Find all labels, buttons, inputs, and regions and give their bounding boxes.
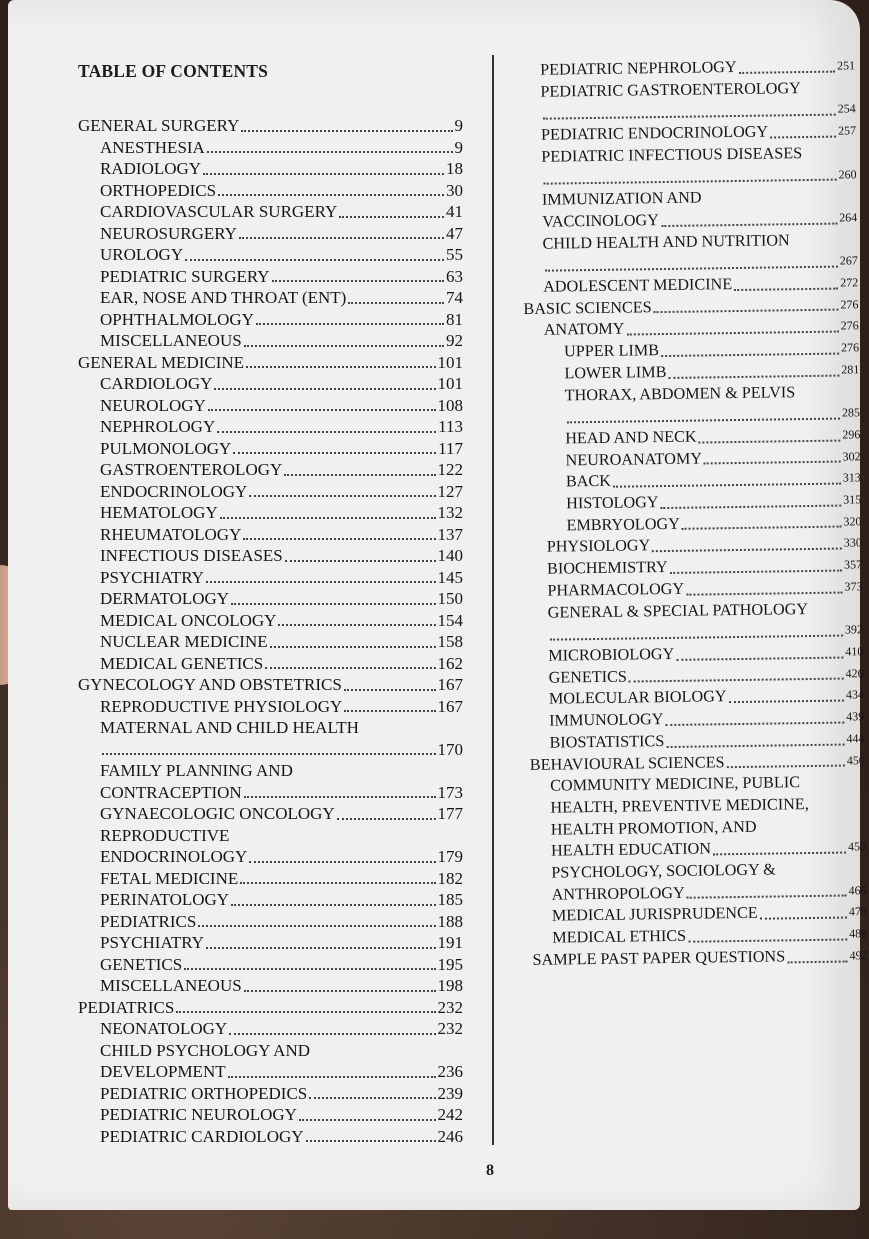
toc-entry-title: BACK: [565, 472, 611, 491]
toc-entry: [78, 115, 463, 137]
toc-entry-page: 260: [838, 166, 857, 182]
toc-entry: [78, 653, 463, 675]
toc-leader-dots: [729, 700, 844, 704]
column-divider: [492, 55, 494, 1145]
toc-entry-title: PEDIATRIC GASTROENTEROLOGY: [540, 78, 801, 101]
toc-entry: [78, 330, 463, 352]
toc-entry-title: MOLECULAR BIOLOGY: [548, 687, 727, 709]
toc-leader-dots: [265, 667, 435, 669]
toc-entry-title: RADIOLOGY: [100, 159, 202, 178]
toc-entry: [78, 309, 463, 331]
toc-entry-title: PEDIATRICS: [78, 997, 175, 1017]
toc-entry-page: 170: [437, 739, 463, 759]
toc-leader-dots: [545, 266, 838, 272]
toc-leader-dots: [654, 309, 839, 314]
toc-entry-page: 137: [437, 524, 463, 544]
toc-leader-dots: [207, 151, 453, 153]
toc-entry-page: 466: [848, 882, 867, 898]
toc-entry-title: NEPHROLOGY: [100, 417, 216, 436]
toc-entry-page: 145: [437, 567, 463, 587]
toc-leader-dots: [244, 796, 436, 798]
toc-entry-title: MEDICAL JURISPRUDENCE: [551, 904, 758, 926]
toc-entry-title: HEMATOLOGY: [100, 503, 218, 522]
toc-entry-title: HEALTH, PREVENTIVE MEDICINE,: [550, 794, 809, 817]
toc-entry-title: PEDIATRIC SURGERY: [100, 266, 270, 286]
toc-entry-page: 267: [839, 253, 858, 268]
toc-entry: [78, 223, 463, 245]
toc-entry-page: 63: [446, 266, 463, 286]
toc-entry: [78, 696, 463, 718]
toc-leader-dots: [244, 990, 436, 992]
toc-entry-page: 191: [437, 933, 463, 952]
toc-leader-dots: [666, 743, 844, 747]
toc-leader-dots: [713, 852, 846, 856]
toc-entry: [78, 782, 463, 804]
toc-entry: [78, 158, 463, 180]
toc-entry: [78, 610, 463, 632]
toc-entry-title: BASIC SCIENCES: [523, 297, 652, 318]
toc-entry-page: 357: [843, 557, 863, 572]
toc-entry-title: PHYSIOLOGY: [546, 536, 651, 557]
page-title: TABLE OF CONTENTS: [78, 61, 269, 81]
toc-entry-title: MEDICAL GENETICS: [100, 653, 264, 673]
toc-entry-page: 276: [840, 340, 860, 355]
toc-leader-dots: [241, 130, 452, 132]
toc-entry-page: 177: [437, 804, 463, 823]
toc-entry-title: BEHAVIOURAL SCIENCES: [529, 752, 725, 774]
toc-entry-title: CARDIOVASCULAR SURGERY: [100, 202, 338, 221]
toc-leader-dots: [176, 1011, 435, 1013]
toc-leader-dots: [629, 678, 844, 683]
toc-entry: [78, 502, 463, 524]
toc-entry-title: GYNECOLOGY AND OBSTETRICS: [78, 675, 342, 694]
toc-entry: [78, 567, 463, 589]
toc-entry: [78, 889, 463, 911]
toc-entry-page: 320: [843, 514, 862, 529]
toc-entry-title: ANTHROPOLOGY: [551, 883, 685, 904]
toc-leader-dots: [727, 765, 845, 769]
toc-entry-page: 92: [446, 331, 463, 350]
toc-entry-page: 232: [437, 1019, 463, 1038]
toc-entry: [78, 459, 463, 481]
toc-entry-page: 302: [842, 448, 861, 464]
toc-entry-title: PSYCHIATRY: [100, 567, 204, 587]
toc-entry-page: 439: [846, 709, 865, 724]
toc-entry-page: 182: [437, 868, 463, 888]
toc-entry-page: 167: [437, 696, 463, 716]
toc-entry: [78, 1061, 463, 1083]
toc-entry-title: BIOCHEMISTRY: [546, 558, 668, 578]
toc-leader-dots: [734, 287, 838, 290]
toc-entry: [78, 266, 463, 288]
toc-entry-page: 122: [437, 460, 463, 479]
toc-leader-dots: [344, 689, 436, 691]
toc-entry-title: NEONATOLOGY: [100, 1019, 228, 1038]
toc-entry-title: DERMATOLOGY: [100, 589, 230, 608]
toc-entry-title: GYNAECOLOGIC ONCOLOGY: [100, 804, 335, 823]
toc-entry: [78, 395, 463, 417]
toc-leader-dots: [787, 960, 847, 963]
toc-leader-dots: [344, 710, 435, 712]
toc-entry-page: 47: [446, 223, 463, 243]
toc-entry-title: CARDIOLOGY: [100, 374, 213, 393]
toc-entry-page: 132: [437, 503, 463, 522]
toc-entry-title: LOWER LIMB: [564, 362, 667, 383]
toc-leader-dots: [249, 861, 435, 863]
toc-entry-title: ADOLESCENT MEDICINE: [543, 275, 733, 296]
toc-entry: [78, 932, 463, 954]
toc-entry: [78, 352, 463, 374]
toc-entry: [78, 803, 463, 825]
toc-entry-title: MISCELLANEOUS: [100, 331, 242, 350]
toc-leader-dots: [661, 222, 837, 226]
toc-entry-page: 272: [840, 275, 859, 290]
toc-entry-title: RHEUMATOLOGY: [100, 524, 242, 544]
toc-entry-page: 81: [446, 309, 463, 329]
toc-leader-dots: [309, 1097, 435, 1099]
toc-leader-dots: [256, 323, 444, 325]
toc-leader-dots: [270, 646, 436, 648]
toc-leader-dots: [184, 968, 435, 970]
toc-leader-dots: [244, 345, 444, 347]
toc-leader-dots: [198, 925, 435, 927]
toc-leader-dots: [682, 526, 842, 530]
toc-entry-title: UPPER LIMB: [563, 341, 660, 361]
toc-leader-dots: [626, 331, 838, 336]
toc-entry-title: HEAD AND NECK: [565, 427, 697, 448]
toc-leader-dots: [544, 179, 837, 185]
toc-entry-page: 410: [845, 644, 864, 659]
toc-entry-page: 254: [837, 101, 856, 116]
toc-leader-dots: [231, 603, 435, 605]
toc-leader-dots: [185, 259, 444, 261]
toc-entry: [78, 954, 463, 976]
toc-leader-dots: [285, 560, 436, 562]
toc-entry-page: 330: [843, 535, 862, 550]
toc-entry-title: PEDIATRIC NEPHROLOGY: [540, 57, 737, 79]
toc-entry-title: HEALTH EDUCATION: [550, 839, 712, 860]
toc-entry: [78, 545, 463, 567]
toc-leader-dots: [670, 569, 842, 573]
toc-leader-dots: [228, 1076, 436, 1078]
toc-entry-page: 185: [437, 890, 463, 909]
toc-entry-page: 236: [437, 1062, 463, 1081]
toc-entry-title: COMMUNITY MEDICINE, PUBLIC: [550, 773, 801, 795]
toc-entry: [78, 846, 463, 868]
toc-entry-title: UROLOGY: [100, 245, 184, 264]
toc-entry-page: 479: [848, 904, 868, 919]
toc-entry: [78, 868, 463, 890]
toc-entry: [78, 588, 463, 610]
toc-leader-dots: [661, 352, 839, 356]
toc-entry-page: 162: [437, 653, 463, 673]
toc-entry-title: FAMILY PLANNING AND: [100, 761, 293, 780]
toc-entry-title: SAMPLE PAST PAPER QUESTIONS: [532, 947, 786, 969]
toc-leader-dots: [214, 388, 435, 390]
toc-entry: [78, 631, 463, 653]
toc-leader-dots: [272, 280, 444, 282]
toc-entry: [78, 674, 463, 696]
toc-leader-dots: [284, 474, 435, 476]
toc-entry-title: GENERAL & SPECIAL PATHOLOGY: [547, 599, 809, 622]
toc-entry: [78, 1083, 463, 1105]
toc-entry-title: HEALTH PROMOTION, AND: [550, 817, 757, 839]
toc-entry-title: MISCELLANEOUS: [100, 976, 242, 995]
toc-entry-page: 251: [837, 58, 856, 73]
toc-entry-title: CHILD HEALTH AND NUTRITION: [542, 230, 790, 253]
toc-entry-title: ANATOMY: [543, 320, 625, 340]
toc-entry: [78, 481, 463, 503]
toc-entry-page: 74: [446, 288, 463, 307]
toc-leader-dots: [249, 495, 435, 497]
toc-entry: [532, 945, 867, 971]
toc-entry-title: MEDICAL ETHICS: [552, 926, 687, 947]
toc-entry-title: GENETICS: [548, 667, 627, 687]
toc-entry-page: 276: [840, 297, 859, 312]
toc-entry: [78, 416, 463, 438]
toc-entry-title: INFECTIOUS DISEASES: [100, 546, 283, 565]
toc-leader-dots: [550, 635, 843, 641]
toc-entry-title: PULMONOLOGY: [100, 438, 232, 458]
toc-entry: [78, 287, 463, 309]
toc-entry-page: 179: [437, 847, 463, 866]
toc-entry-page: 30: [446, 180, 463, 200]
toc-entry-title: PEDIATRIC INFECTIOUS DISEASES: [541, 143, 803, 166]
toc-entry-title: PSYCHIATRY: [100, 933, 204, 952]
toc-entry: [78, 244, 463, 266]
toc-entry-page: 239: [437, 1083, 463, 1103]
toc-entry-title: NUCLEAR MEDICINE: [100, 632, 268, 651]
toc-entry-title: REPRODUCTIVE: [100, 825, 230, 845]
toc-entry-page: 426: [845, 665, 864, 681]
book-page: [8, 0, 868, 1210]
toc-entry-title: ORTHOPEDICS: [100, 180, 217, 200]
toc-leader-dots: [278, 624, 435, 626]
toc-entry-title: CHILD PSYCHOLOGY AND: [100, 1040, 310, 1060]
toc-entry-title: CONTRACEPTION: [100, 782, 242, 802]
toc-entry: [78, 975, 463, 997]
toc-leader-dots: [676, 656, 843, 660]
toc-entry-page: 450: [846, 752, 865, 768]
toc-entry-title: MICROBIOLOGY: [548, 644, 675, 665]
toc-entry-title: PEDIATRIC CARDIOLOGY: [100, 1126, 304, 1146]
toc-entry-page: 117: [438, 438, 463, 458]
toc-entry-page: 173: [437, 782, 463, 802]
toc-entry: [78, 438, 463, 460]
toc-leader-dots: [613, 483, 841, 488]
toc-left-column: [78, 115, 463, 1147]
toc-entry: [78, 1104, 463, 1126]
toc-entry-title: PEDIATRIC ENDOCRINOLOGY: [540, 122, 769, 144]
toc-entry-page: 444: [846, 731, 865, 746]
toc-entry-page: 55: [446, 245, 463, 264]
toc-entry-title: PEDIATRICS: [100, 911, 197, 931]
toc-leader-dots: [218, 194, 444, 196]
toc-entry-title: MATERNAL AND CHILD HEALTH: [100, 718, 359, 737]
toc-entry-page: 198: [437, 976, 463, 995]
toc-entry-page: 150: [437, 589, 463, 608]
toc-entry-title: PEDIATRIC ORTHOPEDICS: [100, 1083, 308, 1103]
toc-leader-dots: [543, 114, 836, 120]
toc-entry: [78, 997, 463, 1019]
toc-entry: [78, 524, 463, 546]
toc-leader-dots: [306, 1140, 436, 1142]
toc-entry-page: 392: [844, 622, 864, 637]
toc-entry: [78, 201, 463, 223]
toc-entry-title: IMMUNIZATION AND: [541, 188, 702, 209]
toc-entry-page: 296: [842, 427, 861, 442]
toc-leader-dots: [348, 302, 444, 304]
toc-entry-page: 9: [454, 116, 463, 135]
toc-entry-page: 113: [438, 417, 463, 436]
toc-entry-title: PEDIATRIC NEUROLOGY: [100, 1105, 297, 1124]
toc-entry-page: 450: [847, 839, 867, 854]
toc-entry: [78, 1126, 463, 1148]
toc-entry-title: PSYCHOLOGY, SOCIOLOGY &: [551, 860, 776, 882]
toc-entry-page: 434: [845, 687, 864, 702]
toc-entry-page: 127: [437, 481, 463, 501]
toc-leader-dots: [687, 895, 847, 899]
toc-leader-dots: [337, 818, 436, 820]
toc-entry-title: GENERAL MEDICINE: [78, 352, 245, 372]
toc-entry-title: MEDICAL ONCOLOGY: [100, 610, 277, 630]
toc-entry-page: 101: [437, 352, 463, 372]
toc-leader-dots: [668, 374, 839, 378]
toc-leader-dots: [243, 538, 435, 540]
toc-entry-title: ENDOCRINOLOGY: [100, 481, 248, 501]
toc-entry-title: ANESTHESIA: [100, 137, 205, 157]
toc-entry-page: 140: [437, 546, 463, 565]
toc-entry-page: 281: [841, 362, 860, 377]
toc-leader-dots: [686, 591, 842, 595]
toc-entry-page: 195: [437, 954, 463, 974]
toc-entry: [78, 180, 463, 202]
toc-entry-title: PHARMACOLOGY: [547, 579, 685, 600]
toc-leader-dots: [652, 548, 842, 553]
toc-entry: [78, 739, 463, 761]
toc-leader-dots: [739, 70, 836, 73]
toc-leader-dots: [206, 581, 436, 583]
toc-leader-dots: [217, 431, 436, 433]
toc-entry-page: 18: [446, 159, 463, 178]
toc-right-column: [520, 55, 868, 971]
toc-entry-page: 315: [843, 492, 862, 507]
toc-leader-dots: [339, 216, 444, 218]
toc-entry-title: BIOSTATISTICS: [549, 731, 665, 752]
toc-leader-dots: [567, 418, 840, 424]
toc-entry-title: FETAL MEDICINE: [100, 868, 239, 888]
toc-entry-page: 108: [437, 395, 463, 415]
toc-entry-page: 158: [437, 632, 463, 651]
toc-entry-page: 257: [837, 123, 857, 138]
toc-entry-page: 154: [437, 610, 463, 630]
toc-entry-title: NEUROLOGY: [100, 395, 206, 415]
toc-leader-dots: [102, 753, 436, 755]
toc-entry-title: ENDOCRINOLOGY: [100, 847, 248, 866]
toc-leader-dots: [231, 904, 435, 906]
toc-leader-dots: [239, 237, 444, 239]
toc-entry-title: GASTROENTEROLOGY: [100, 460, 283, 479]
toc-entry-page: 276: [840, 318, 859, 333]
toc-entry-page: 285: [841, 405, 861, 420]
toc-leader-dots: [233, 452, 436, 454]
toc-entry-page: 313: [842, 470, 861, 485]
toc-entry-title: EMBRYOLOGY: [566, 514, 680, 535]
toc-entry-page: 246: [437, 1126, 463, 1146]
toc-entry-page: 9: [454, 137, 463, 157]
toc-entry-page: 264: [839, 210, 858, 225]
toc-entry-title: PERINATOLOGY: [100, 890, 230, 909]
toc-leader-dots: [770, 135, 836, 138]
toc-entry-page: 101: [437, 374, 463, 393]
toc-leader-dots: [203, 173, 444, 175]
toc-leader-dots: [220, 517, 436, 519]
toc-entry-title: NEUROANATOMY: [565, 449, 703, 470]
toc-entry-title: REPRODUCTIVE PHYSIOLOGY: [100, 696, 343, 716]
toc-entry-title: EAR, NOSE AND THROAT (ENT): [100, 288, 347, 307]
toc-entry-page: 373: [844, 579, 863, 594]
toc-entry-title: VACCINOLOGY: [542, 210, 659, 231]
toc-entry-title: OPHTHALMOLOGY: [100, 309, 254, 329]
toc-entry: [78, 137, 463, 159]
toc-entry-page: 232: [437, 997, 463, 1017]
toc-entry-page: 188: [437, 911, 463, 931]
page-number: 8: [486, 1162, 494, 1179]
toc-leader-dots: [760, 917, 847, 920]
toc-leader-dots: [688, 938, 847, 942]
toc-entry-page: 488: [849, 926, 868, 941]
toc-entry-page: 167: [437, 675, 463, 694]
toc-leader-dots: [246, 366, 435, 368]
toc-leader-dots: [704, 461, 841, 465]
toc-entry-page: 41: [446, 202, 463, 221]
toc-leader-dots: [699, 439, 841, 443]
toc-leader-dots: [229, 1033, 435, 1035]
toc-entry: [78, 1018, 463, 1040]
toc-leader-dots: [208, 409, 436, 411]
toc-entry: [78, 373, 463, 395]
toc-entry-page: 242: [437, 1105, 463, 1124]
toc-leader-dots: [240, 882, 435, 884]
toc-entry: [78, 911, 463, 933]
toc-entry-title: GENETICS: [100, 954, 183, 974]
toc-entry-page: 492: [849, 948, 868, 963]
toc-entry-title: IMMUNOLOGY: [549, 710, 664, 730]
toc-entry-title: GENERAL SURGERY: [78, 116, 240, 135]
toc-leader-dots: [666, 721, 845, 725]
toc-leader-dots: [206, 947, 436, 949]
toc-leader-dots: [661, 504, 842, 509]
toc-leader-dots: [299, 1119, 436, 1121]
toc-entry-title: DEVELOPMENT: [100, 1062, 226, 1081]
toc-entry-title: HISTOLOGY: [566, 493, 659, 513]
toc-entry-title: NEUROSURGERY: [100, 223, 237, 243]
toc-entry-title: THORAX, ABDOMEN & PELVIS: [564, 382, 796, 404]
